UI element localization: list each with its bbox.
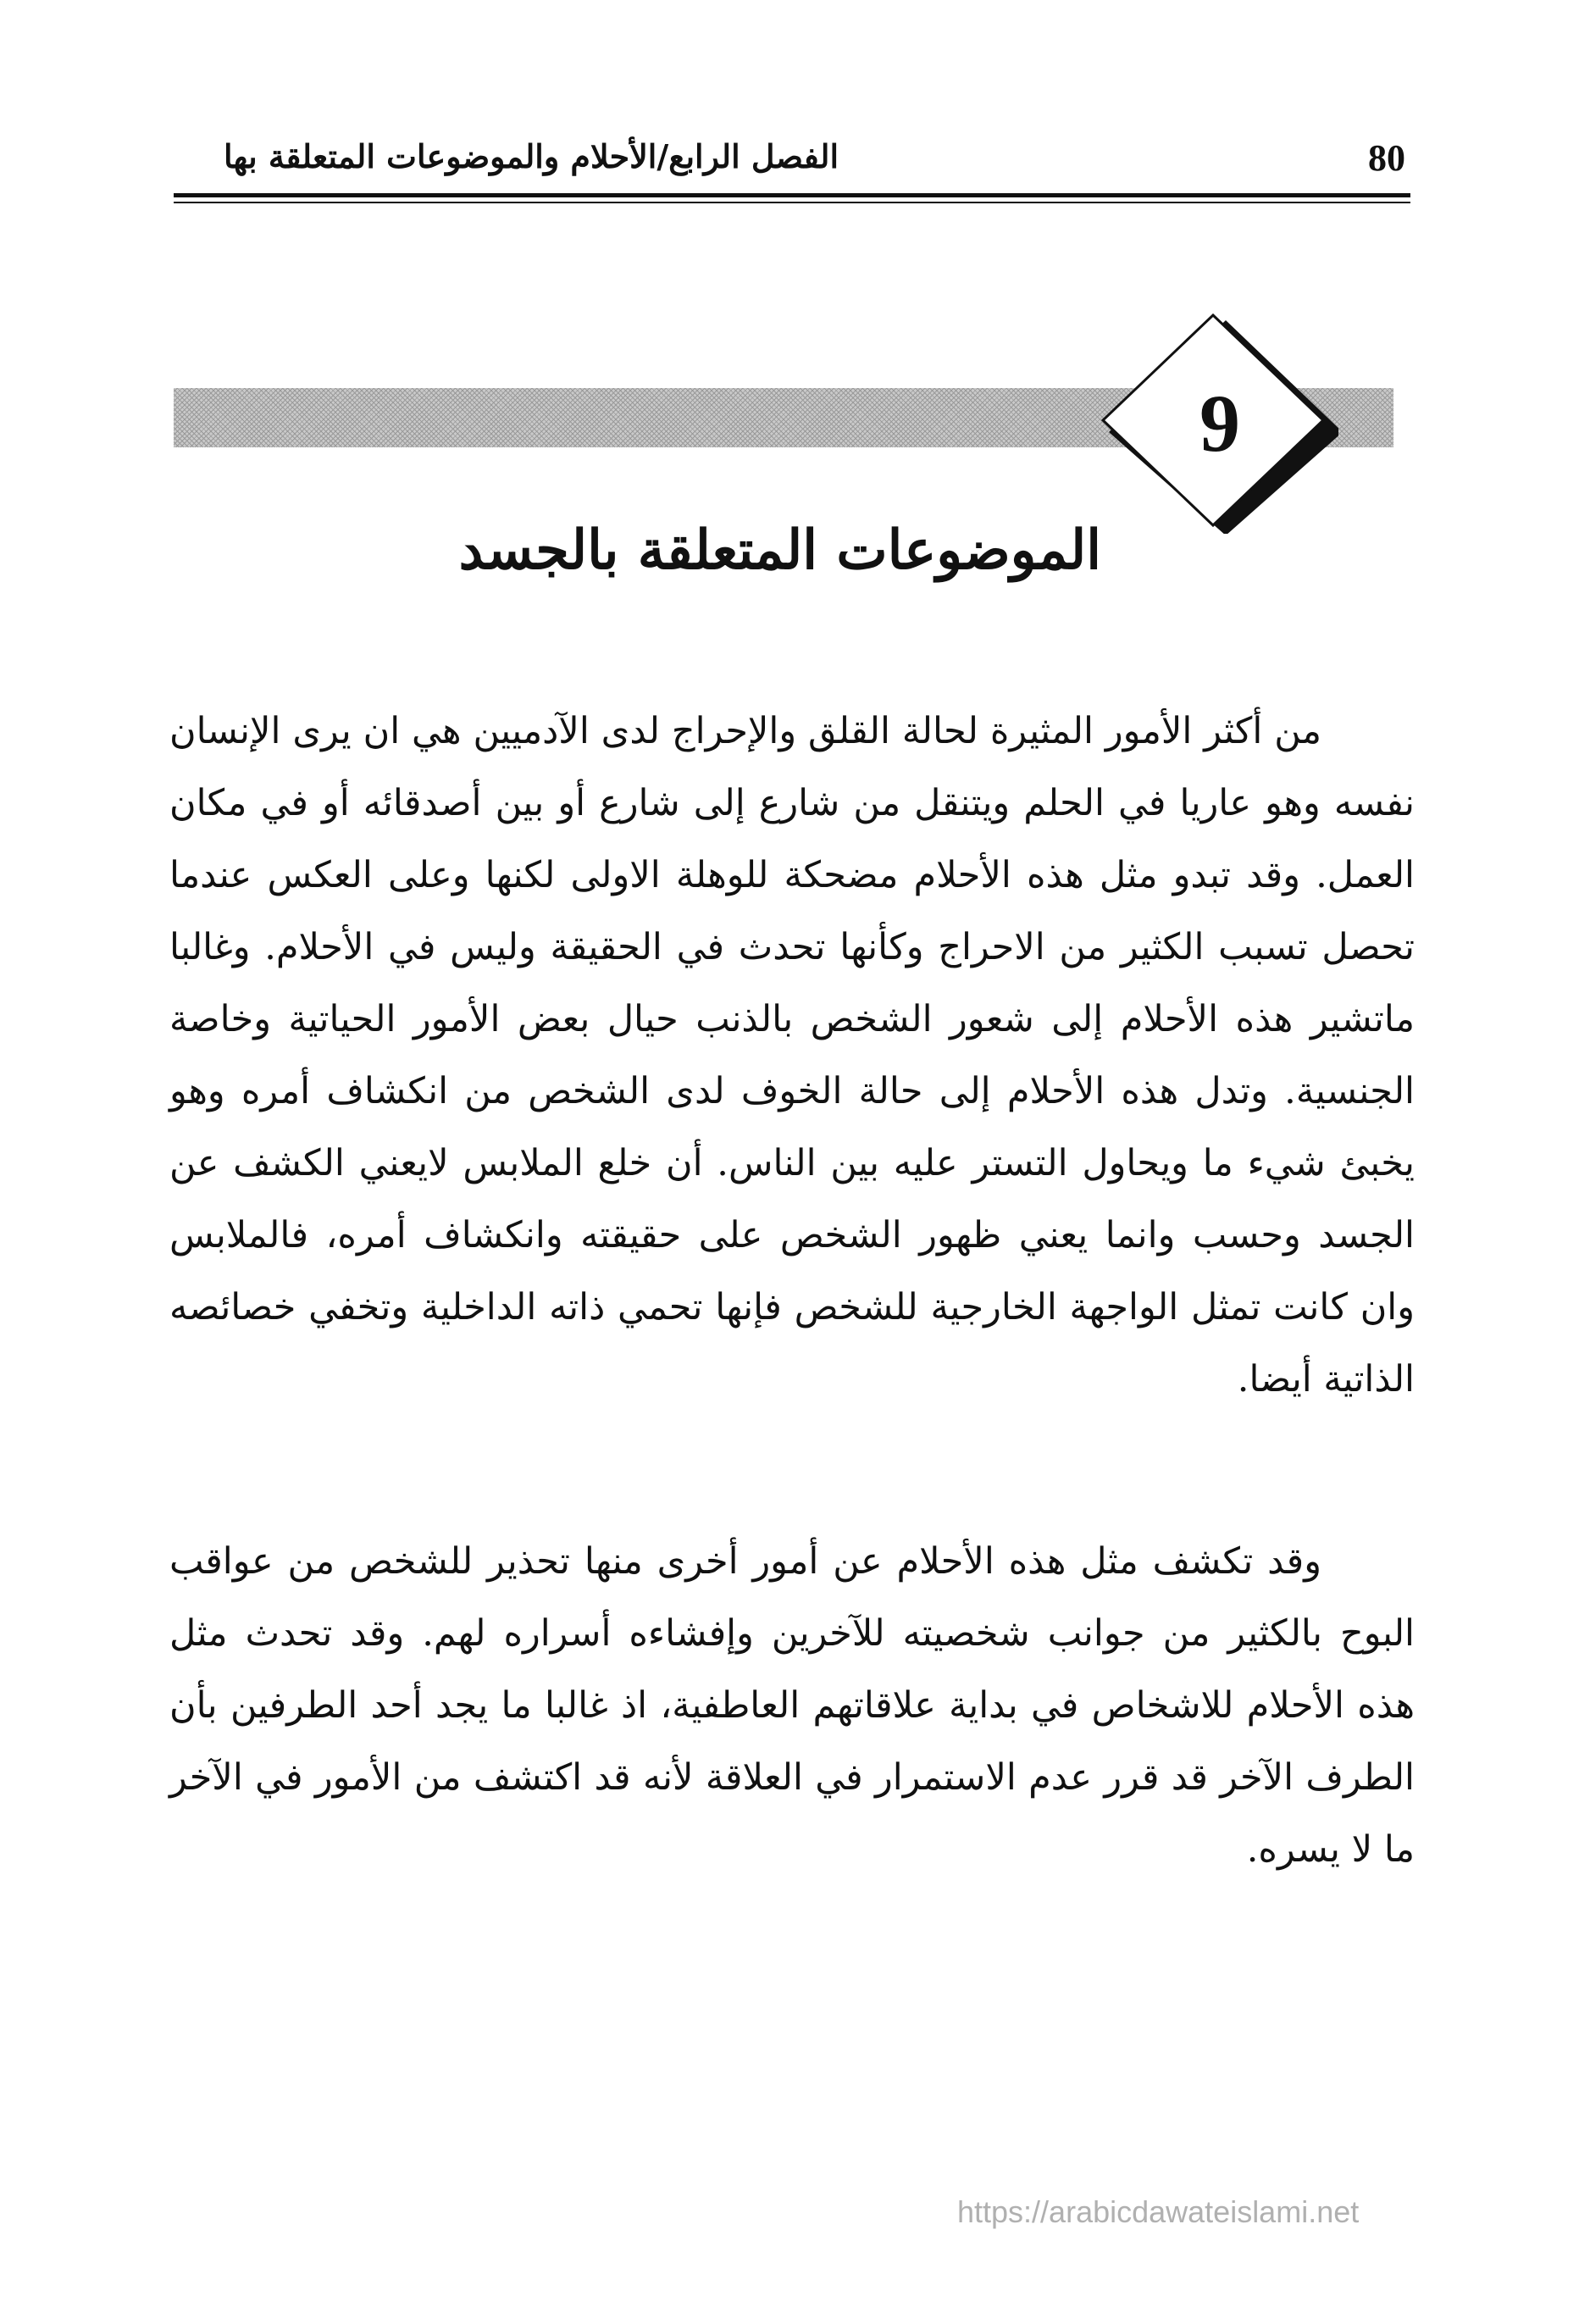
page-number: 80 bbox=[1368, 137, 1405, 179]
header-rule-thick bbox=[174, 193, 1410, 197]
body-paragraph-2: وقد تكشف مثل هذه الأحلام عن أمور أخرى منها تحذير للشخص من عواقب البوح بالكثير من جوانب شخصيته للآخرين وإفشاءه أسراره لهم. وقد تحدث مثل هذه الأحلام للاشخاص في بداية علاقاتهم العاطفية، اذ غالبا ما يجد أحد الطرفين بأن الطرف الآخر قد قرر عدم الاستمرار في العلاقة لأنه قد اكتشف من الأمور في الآخر ما لا يسره. bbox=[169, 1540, 1415, 1871]
running-header-title: الفصل الرابع/الأحلام والموضوعات المتعلقة بها bbox=[223, 137, 839, 175]
watermark-url: https://arabicdawateislami.net bbox=[957, 2194, 1360, 2229]
chapter-number: 9 bbox=[1199, 378, 1240, 469]
body-paragraph-1: من أكثر الأمور المثيرة لحالة القلق والإحراج لدى الآدميين هي ان يرى الإنسان نفسه وهو عاريا في الحلم ويتنقل من شارع إلى شارع أو بين أصدقائه أو في مكان العمل. وقد تبدو مثل هذه الأحلام مضحكة للوهلة الاولى لكنها وعلى العكس عندما تحصل تسبب الكثير من الاحراج وكأنها تحدث في الحقيقة وليس في الأحلام. وغالبا ماتشير هذه الأحلام إلى شعور الشخص بالذنب حيال بعض الأمور الحياتية وخاصة الجنسية. وتدل هذه الأحلام إلى حالة الخوف لدى الشخص من انكشاف أمره وهو يخبئ شيء ما ويحاول التستر عليه بين الناس. أن خلع الملابس لايعني الكشف عن الجسد وحسب وانما يعني ظهور الشخص على حقيقته وانكشاف أمره، فالملابس وان كانت تمثل الواجهة الخارجية للشخص فإنها تحمي ذاته الداخلية وتخفي خصائصه الذاتية أيضا. bbox=[169, 710, 1415, 1401]
header-rule-thin bbox=[174, 202, 1410, 203]
section-title: الموضوعات المتعلقة بالجسد bbox=[458, 519, 1101, 582]
